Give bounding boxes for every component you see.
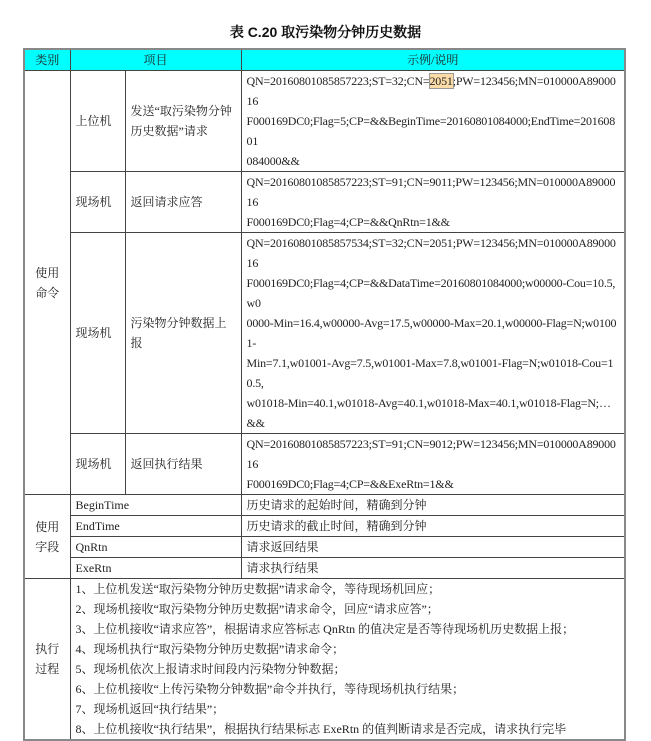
role-cell: 上位机 bbox=[70, 71, 125, 172]
example-line: QN=20160801085857223;ST=32;CN= bbox=[246, 74, 430, 88]
field-desc: 请求执行结果 bbox=[241, 558, 625, 579]
process-category bbox=[24, 579, 70, 741]
process-steps bbox=[70, 579, 625, 741]
example-cell bbox=[241, 71, 625, 172]
example-line: F000169DC0;Flag=5;CP=&&BeginTime=20160801084000;EndTime=20160801 bbox=[246, 114, 616, 148]
fields-category bbox=[24, 495, 70, 579]
field-row bbox=[24, 516, 625, 537]
example-cell bbox=[241, 233, 625, 434]
action-cell: 污染物分钟数据上报 bbox=[125, 233, 241, 434]
history-data-table bbox=[23, 48, 626, 741]
header-row bbox=[24, 49, 625, 71]
example-line: F000169DC0;Flag=4;CP=&&ExeRtn=1&& bbox=[246, 477, 454, 491]
header-item: 项目 bbox=[70, 49, 241, 71]
example-cell bbox=[241, 434, 625, 495]
field-desc: 请求返回结果 bbox=[241, 537, 625, 558]
action-cell: 返回执行结果 bbox=[125, 434, 241, 495]
example-line: 0000-Min=16.4,w00000-Avg=17.5,w00000-Max=20.1,w00000-Flag=N;w01001- bbox=[246, 316, 617, 350]
process-step: 1、上位机发送“取污染物分钟历史数据”请求命令，等待现场机回应； bbox=[75, 582, 441, 596]
example-line: QN=20160801085857223;ST=91;CN=9012;PW=123456;MN=010000A8900016 bbox=[246, 437, 616, 471]
process-step: 3、上位机接收“请求应答”，根据请求应答标志 QnRtn 的值决定是否等待现场机历史数据上报； bbox=[75, 622, 575, 636]
category-label: 使用命令 bbox=[35, 265, 60, 300]
role-cell: 现场机 bbox=[70, 172, 125, 233]
field-name: QnRtn bbox=[70, 537, 241, 558]
role-cell: 现场机 bbox=[70, 434, 125, 495]
highlighted-cn: 2051 bbox=[429, 74, 453, 88]
example-line: w01018-Min=40.1,w01018-Avg=40.1,w01018-Max=40.1,w01018-Flag=N;…&& bbox=[246, 396, 611, 430]
table-title: 表 C.20 取污染物分钟历史数据 bbox=[229, 24, 422, 40]
header-category: 类别 bbox=[24, 49, 70, 71]
example-line: F000169DC0;Flag=4;CP=&&QnRtn=1&& bbox=[246, 215, 450, 229]
action-cell: 返回请求应答 bbox=[125, 172, 241, 233]
example-line: QN=20160801085857223;ST=91;CN=9011;PW=123456;MN=010000A8900016 bbox=[246, 175, 616, 209]
field-desc: 历史请求的起始时间，精确到分钟 bbox=[241, 495, 625, 516]
process-step: 7、现场机返回“执行结果”； bbox=[75, 702, 225, 716]
field-row bbox=[24, 495, 625, 516]
process-step: 4、现场机执行“取污染物分钟历史数据”请求命令； bbox=[75, 642, 345, 656]
field-desc: 历史请求的截止时间，精确到分钟 bbox=[241, 516, 625, 537]
process-step: 6、上位机接收“上传污染物分钟数据”命令并执行，等待现场机执行结果； bbox=[75, 682, 465, 696]
field-row bbox=[24, 537, 625, 558]
process-step: 2、现场机接收“取污染物分钟历史数据”请求命令，回应“请求应答”； bbox=[75, 602, 439, 616]
example-line: F000169DC0;Flag=4;CP=&&DataTime=20160801084000;w00000-Cou=10.5,w0 bbox=[246, 276, 616, 310]
table-row bbox=[24, 233, 625, 434]
header-example: 示例/说明 bbox=[241, 49, 625, 71]
commands-category bbox=[24, 71, 70, 495]
example-line: ;PW=123456;MN=010000A8900016 bbox=[246, 74, 616, 108]
field-name: ExeRtn bbox=[70, 558, 241, 579]
process-row bbox=[24, 579, 625, 741]
table-row bbox=[24, 172, 625, 233]
field-row bbox=[24, 558, 625, 579]
role-cell: 现场机 bbox=[70, 233, 125, 434]
table-row bbox=[24, 434, 625, 495]
example-line: Min=7.1,w01001-Avg=7.5,w01001-Max=7.8,w01001-Flag=N;w01018-Cou=10.5, bbox=[246, 356, 614, 390]
field-name: EndTime bbox=[70, 516, 241, 537]
example-cell bbox=[241, 172, 625, 233]
example-line: QN=20160801085857534;ST=32;CN=2051;PW=123456;MN=010000A8900016 bbox=[246, 236, 616, 270]
table-row bbox=[24, 71, 625, 172]
process-step: 5、现场机依次上报请求时间段内污染物分钟数据； bbox=[75, 662, 346, 676]
example-line: 084000&& bbox=[246, 154, 300, 168]
field-name: BeginTime bbox=[70, 495, 241, 516]
action-cell: 发送“取污染物分钟历史数据”请求 bbox=[125, 71, 241, 172]
category-label: 使用字段 bbox=[35, 519, 60, 554]
process-step: 8、上位机接收“执行结果”，根据执行结果标志 ExeRtn 的值判断请求是否完成，请求执行完毕 bbox=[75, 722, 567, 736]
category-label: 执行过程 bbox=[35, 642, 60, 676]
